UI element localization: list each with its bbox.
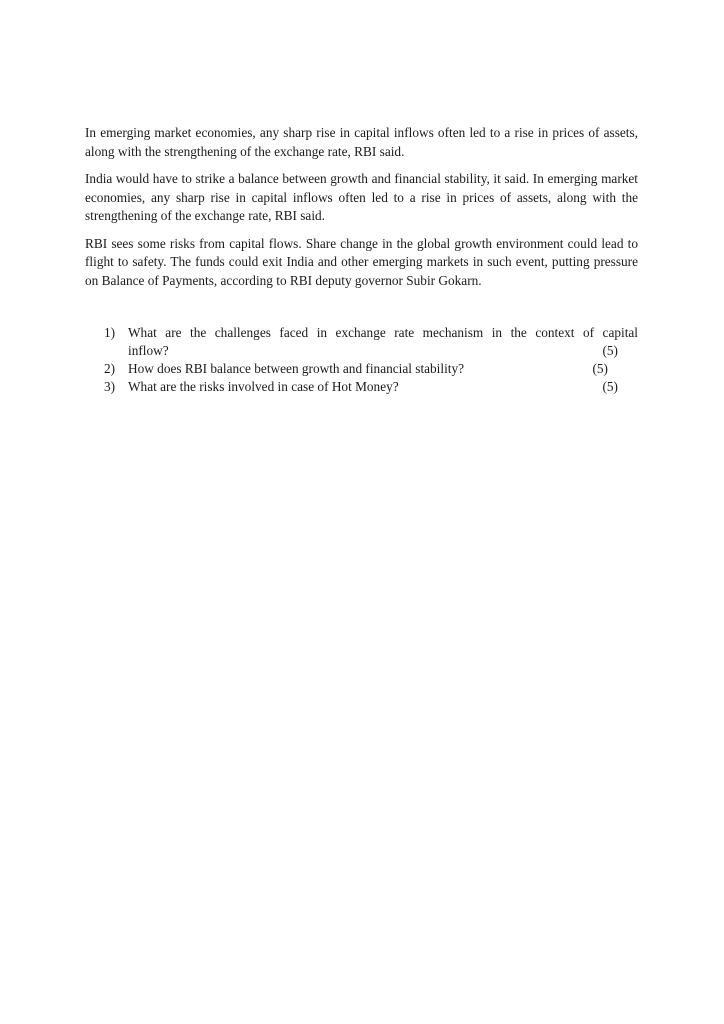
question-list — [85, 324, 638, 396]
question-item — [85, 324, 638, 360]
question-item — [85, 378, 638, 396]
question-text-line2 — [128, 342, 638, 360]
question-marks: (5) — [602, 343, 618, 358]
question-text: inflow? — [128, 343, 169, 358]
paragraph-3: RBI sees some risks from capital flows. Share change in the global growth environment could lead to flight to safety. The funds could exit India and other emerging markets in such event, putting pressure on Balance of Payments, according to RBI deputy governor Subir Gokarn. — [85, 235, 638, 288]
question-number: 1) — [104, 325, 116, 340]
question-marks: (5) — [602, 379, 618, 394]
question-item — [85, 360, 638, 378]
paragraph-2: India would have to strike a balance between growth and financial stability, it said. In emerging market economies, any sharp rise in capital inflows often led to a rise in prices of assets, along with the strengthening of the exchange rate, RBI said. — [85, 171, 638, 223]
question-marks: (5) — [592, 361, 608, 376]
document-page — [85, 124, 638, 396]
question-text-line1: What are the challenges faced in exchange rate mechanism in the context of capital — [128, 325, 638, 340]
question-text: What are the risks involved in case of Hot Money? — [128, 379, 399, 394]
question-text: How does RBI balance between growth and financial stability? — [128, 361, 465, 376]
question-number: 3) — [104, 379, 116, 394]
question-number: 2) — [104, 361, 116, 376]
paragraph-1: In emerging market economies, any sharp rise in capital inflows often led to a rise in prices of assets, along with the strengthening of the exchange rate, RBI said. — [85, 125, 638, 159]
